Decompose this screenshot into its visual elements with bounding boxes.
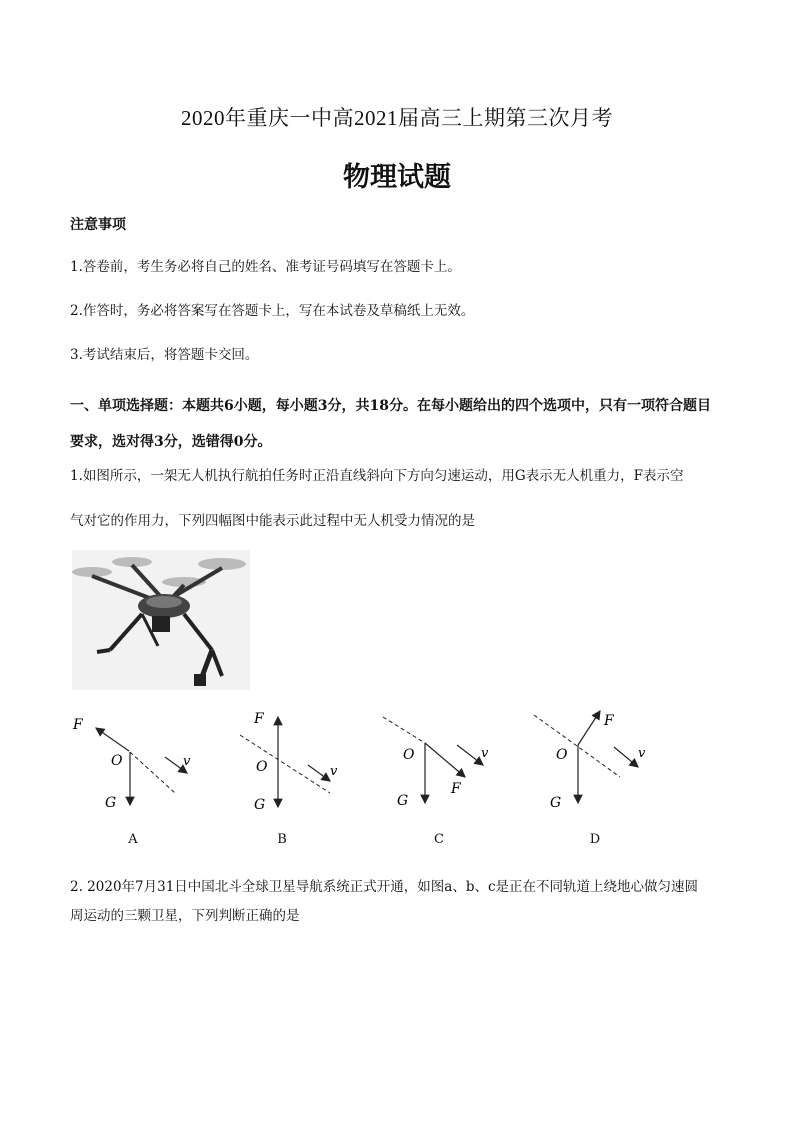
option-a-diagram <box>65 705 215 815</box>
question-1-line1: 1.如图所示，一架无人机执行航拍任务时正沿直线斜向下方向匀速运动，用G表示无人机重力，F表示空 <box>70 468 684 484</box>
label-v: v <box>183 754 191 769</box>
section-heading <box>70 388 730 460</box>
question-1-line2: 气对它的作用力，下列四幅图中能表示此过程中无人机受力情况的是 <box>70 513 475 529</box>
label-o: O <box>556 747 568 763</box>
note-item-2: 2.作答时，务必将答案写在答题卡上，写在本试卷及草稿纸上无效。 <box>70 303 475 319</box>
option-c-diagram <box>375 705 525 815</box>
option-c-label: C <box>434 832 444 847</box>
label-o: O <box>256 759 268 775</box>
label-f: F <box>604 713 614 729</box>
label-v: v <box>638 746 646 761</box>
note-item-1: 1.答卷前，考生务必将自己的姓名、准考证号码填写在答题卡上。 <box>70 259 461 275</box>
option-d-diagram <box>530 705 680 815</box>
notes-heading: 注意事项 <box>70 217 126 233</box>
label-o: O <box>403 747 415 763</box>
label-v: v <box>481 746 489 761</box>
label-g: G <box>105 795 117 811</box>
label-g: G <box>550 795 562 811</box>
label-f: F <box>73 717 83 733</box>
section-heading-line1: 一、单项选择题：本题共6小题，每小题3分，共18分。在每小题给出的四个选项中，只有一项符合题目 <box>70 398 711 414</box>
option-a-label: A <box>128 832 138 847</box>
label-g: G <box>397 793 409 809</box>
exam-title: 2020年重庆一中高2021届高三上期第三次月考 <box>181 106 613 130</box>
label-f: F <box>451 781 461 797</box>
label-v: v <box>330 764 338 779</box>
option-b-diagram <box>230 705 380 815</box>
section-heading-line2: 要求，选对得3分，选错得0分。 <box>70 434 272 450</box>
question-2-line1: 2. 2020年7月31日中国北斗全球卫星导航系统正式开通，如图a、b、c是正在不同轨道上绕地心做匀速圆 <box>70 879 699 895</box>
label-o: O <box>111 753 123 769</box>
option-b-label: B <box>277 832 287 847</box>
drone-image <box>72 550 250 690</box>
option-d-label: D <box>589 832 601 847</box>
note-item-3: 3.考试结束后，将答题卡交回。 <box>70 347 259 363</box>
question-2-line2: 周运动的三颗卫星，下列判断正确的是 <box>70 908 300 924</box>
label-f: F <box>254 711 264 727</box>
label-g: G <box>254 797 266 813</box>
subject-title: 物理试题 <box>343 162 451 192</box>
